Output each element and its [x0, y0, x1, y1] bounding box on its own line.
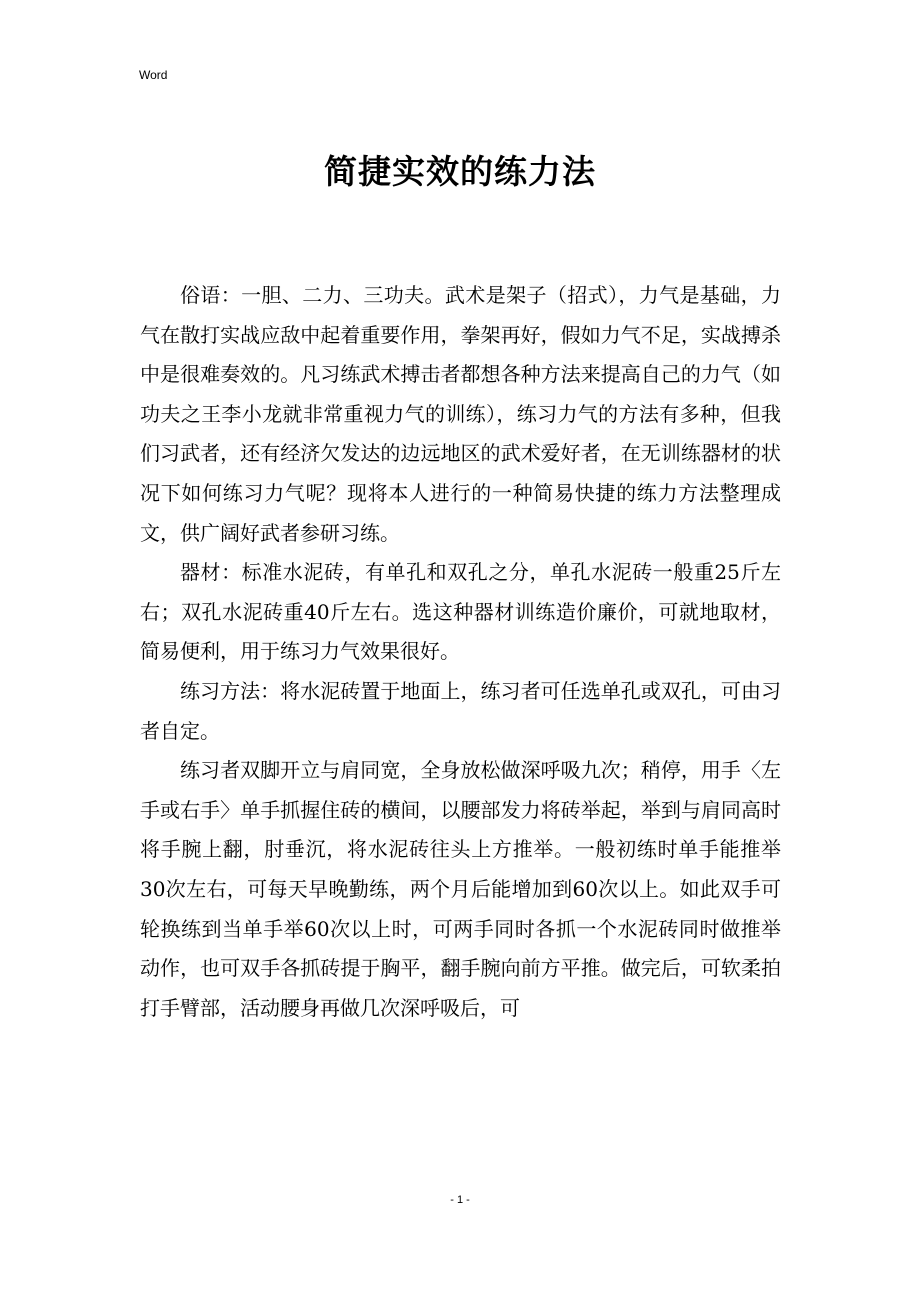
- header-label: Word: [139, 68, 168, 82]
- document-title: 简捷实效的练力法: [324, 152, 596, 191]
- paragraph-method: 练习方法：将水泥砖置于地面上，练习者可任选单孔或双孔，可由习者自定。: [140, 678, 781, 743]
- document-body: [140, 276, 781, 1028]
- paragraph-equipment: 器材：标准水泥砖，有单孔和双孔之分，单孔水泥砖一般重25斤左右；双孔水泥砖重40斤左右。选这种器材训练造价廉价，可就地取材，简易便利，用于练习力气效果很好。: [140, 560, 781, 664]
- paragraph-procedure: 练习者双脚开立与肩同宽，全身放松做深呼吸九次；稍停，用手〈左手或右手〉单手抓握住砖的横间，以腰部发力将砖举起，举到与肩同高时将手腕上翻，肘垂沉，将水泥砖往头上方推举。一般初练时单手能推举30次左右，可每天早晚勤练，两个月后能增加到60次以上。如此双手可轮换练到当单手举60次以上时，可两手同时各抓一个水泥砖同时做推举动作，也可双手各抓砖提于胸平，翻手腕向前方平推。做完后，可软柔拍打手臂部，活动腰身再做几次深呼吸后，可: [140, 758, 781, 1020]
- page-number: - 1 -: [450, 1194, 470, 1206]
- paragraph-intro: 俗语：一胆、二力、三功夫。武术是架子（招式），力气是基础，力气在散打实战应敌中起着重要作用，拳架再好，假如力气不足，实战搏杀中是很难奏效的。凡习练武术搏击者都想各种方法来提高自己的力气（如功夫之王李小龙就非常重视力气的训练），练习力气的方法有多种，但我们习武者，还有经济欠发达的边远地区的武术爱好者，在无训练器材的状况下如何练习力气呢？现将本人进行的一种简易快捷的练力方法整理成文，供广阔好武者参研习练。: [140, 283, 781, 545]
